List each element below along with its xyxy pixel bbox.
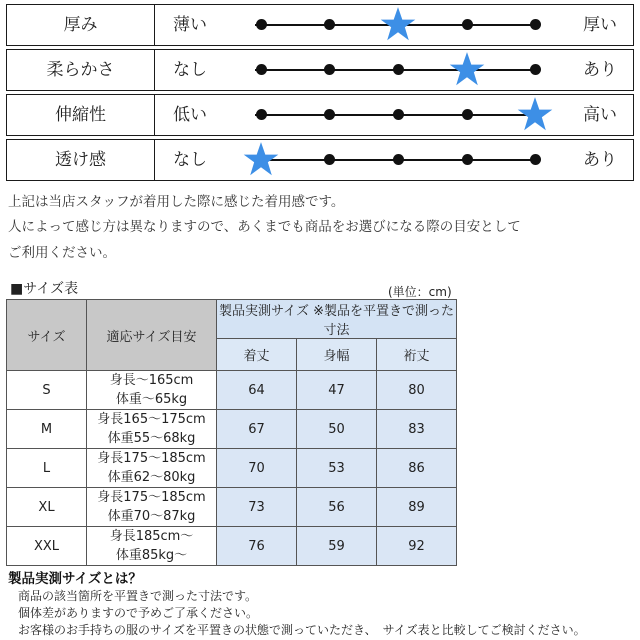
table-row — [7, 527, 457, 566]
header-measurement: 製品実測サイズ ※製品を平置きで測った寸法 — [217, 300, 457, 339]
fit-weight: 体重62～80kg — [107, 470, 196, 485]
header-length: 着丈 — [217, 339, 297, 371]
rating-dot — [256, 64, 267, 75]
header-size: サイズ — [7, 300, 87, 371]
feel-row-softness — [6, 49, 634, 91]
value-cell: 67 — [217, 410, 297, 449]
value-cell: 86 — [377, 449, 457, 488]
feel-label: 厚み — [7, 5, 155, 45]
fit-height: 身長～165cm — [109, 373, 194, 388]
size-cell: M — [7, 410, 87, 449]
value-cell: 73 — [217, 488, 297, 527]
rating-dot — [462, 154, 473, 165]
feel-label: 伸縮性 — [7, 95, 155, 135]
size-cell: L — [7, 449, 87, 488]
header-fit: 適応サイズ目安 — [87, 300, 217, 371]
note-line: 上記は当店スタッフが着用した際に感じた着用感です。 — [8, 194, 345, 210]
rating-dot — [530, 64, 541, 75]
rating-star-icon — [380, 6, 416, 42]
size-cell: XXL — [7, 527, 87, 566]
note-line: 人によって感じ方は異なりますので、あくまでも商品をお選びになる際の目安として — [8, 219, 521, 235]
table-row — [7, 371, 457, 410]
fit-height: 身長175～185cm — [97, 490, 206, 505]
fit-cell — [87, 371, 217, 410]
value-cell: 83 — [377, 410, 457, 449]
rating-dot — [393, 154, 404, 165]
fit-weight: 体重70～87kg — [107, 509, 196, 524]
fit-height: 身長165～175cm — [97, 412, 206, 427]
feel-left-label: なし — [173, 150, 207, 170]
value-cell: 92 — [377, 527, 457, 566]
value-cell: 56 — [297, 488, 377, 527]
footer-title: 製品実測サイズとは？ — [8, 571, 142, 587]
value-cell: 76 — [217, 527, 297, 566]
fit-weight: 体重85kg～ — [115, 548, 188, 563]
rating-dot — [462, 19, 473, 30]
fit-weight: 体重～65kg — [115, 392, 188, 407]
feel-row-thickness — [6, 4, 634, 46]
rating-dot — [393, 64, 404, 75]
feel-row-stretch — [6, 94, 634, 136]
size-cell: S — [7, 371, 87, 410]
footer-line: 商品の該当箇所を平置きで測った寸法です。 — [18, 589, 258, 603]
size-cell: XL — [7, 488, 87, 527]
rating-dot — [530, 154, 541, 165]
rating-dot — [256, 109, 267, 120]
rating-dot — [324, 109, 335, 120]
rating-dot — [324, 19, 335, 30]
feel-left-label: なし — [173, 60, 207, 80]
value-cell: 53 — [297, 449, 377, 488]
rating-dot — [462, 109, 473, 120]
feel-label: 柔らかさ — [7, 50, 155, 90]
rating-dot — [256, 19, 267, 30]
value-cell: 59 — [297, 527, 377, 566]
fit-cell — [87, 410, 217, 449]
table-row — [7, 449, 457, 488]
value-cell: 89 — [377, 488, 457, 527]
value-cell: 64 — [217, 371, 297, 410]
rating-star-icon — [243, 141, 279, 177]
table-row — [7, 410, 457, 449]
value-cell: 47 — [297, 371, 377, 410]
rating-dot — [530, 19, 541, 30]
value-cell: 70 — [217, 449, 297, 488]
fit-height: 身長175～185cm — [97, 451, 206, 466]
table-row — [7, 488, 457, 527]
value-cell: 50 — [297, 410, 377, 449]
value-cell: 80 — [377, 371, 457, 410]
feel-left-label: 低い — [173, 105, 207, 125]
rating-dot — [324, 64, 335, 75]
feel-left-label: 薄い — [173, 15, 207, 35]
feel-right-label: 厚い — [583, 15, 617, 35]
rating-star-icon — [449, 51, 485, 87]
unit-label: (単位：cm) — [388, 285, 452, 299]
footer-line: 個体差がありますので予めご了承ください。 — [18, 606, 259, 620]
feel-right-label: あり — [583, 150, 617, 170]
header-width: 身幅 — [297, 339, 377, 371]
fit-cell — [87, 527, 217, 566]
fit-weight: 体重55～68kg — [107, 431, 196, 446]
fit-cell — [87, 449, 217, 488]
footer-line: お客様のお手持ちの服のサイズを平置きの状態で測っていただき、 サイズ表と比較してご検討ください。 — [18, 623, 586, 637]
note-line: ご利用ください。 — [8, 245, 116, 261]
feel-right-label: あり — [583, 60, 617, 80]
fit-height: 身長185cm～ — [109, 529, 194, 544]
feel-row-sheerness — [6, 139, 634, 181]
fit-cell — [87, 488, 217, 527]
rating-star-icon — [517, 96, 553, 132]
size-table-title: ■サイズ表 — [10, 281, 79, 297]
feel-rating-panel — [6, 4, 634, 182]
header-sleeve: 裄丈 — [377, 339, 457, 371]
rating-dot — [324, 154, 335, 165]
rating-dot — [393, 109, 404, 120]
feel-label: 透け感 — [7, 140, 155, 180]
feel-right-label: 高い — [583, 105, 617, 125]
size-table — [6, 299, 457, 566]
